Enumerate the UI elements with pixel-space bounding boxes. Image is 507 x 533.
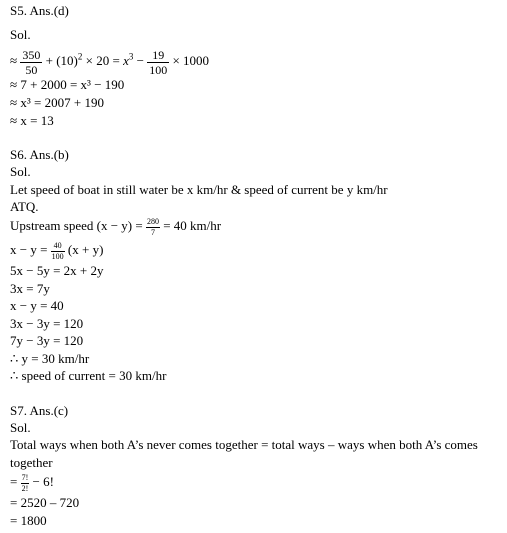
expr-text: = 40 km/hr xyxy=(159,218,222,233)
s6-heading: S6. Ans.(b) xyxy=(10,147,69,162)
s6-line-6: 3x = 7y xyxy=(10,281,50,296)
s7-sol: Sol. xyxy=(10,420,31,435)
s6-line-3 xyxy=(10,215,221,237)
s6-line-8: 3x − 3y = 120 xyxy=(10,316,84,331)
s5-line-2: ≈ 7 + 2000 = x³ − 190 xyxy=(10,77,125,92)
expr-text: x − y = xyxy=(10,242,51,257)
expr-text: − xyxy=(133,53,148,68)
s7-line-1: Total ways when both A’s never comes together = total ways – ways when both A’s comes xyxy=(10,437,478,452)
s5-line-3: ≈ x³ = 2007 + 190 xyxy=(10,95,104,110)
s6-line-4 xyxy=(10,239,103,261)
numerator: 7! xyxy=(21,472,29,482)
expr-text: (x + y) xyxy=(64,242,104,257)
s7-line-2: together xyxy=(10,455,53,470)
variable: x xyxy=(123,53,129,68)
expr-text: + (10) xyxy=(45,53,78,68)
numerator: 40 xyxy=(51,242,65,252)
fraction xyxy=(146,218,160,237)
fraction xyxy=(21,474,30,493)
s6-line-10: ∴ y = 30 km/hr xyxy=(10,351,90,366)
s6-line-2: ATQ. xyxy=(10,199,39,214)
expr-text: Upstream speed (x − y) = xyxy=(10,218,146,233)
denominator: 7 xyxy=(150,227,155,237)
denominator: 100 xyxy=(149,62,168,77)
fraction xyxy=(51,242,65,261)
s5-line-1 xyxy=(10,44,209,78)
s5-heading: S5. Ans.(d) xyxy=(10,3,69,18)
numerator: 280 xyxy=(146,216,159,226)
s6-line-9: 7y − 3y = 120 xyxy=(10,333,84,348)
fraction xyxy=(20,49,42,76)
denominator: 50 xyxy=(25,62,38,77)
s6-sol: Sol. xyxy=(10,164,31,179)
expr-text: = xyxy=(10,474,21,489)
denominator: 2! xyxy=(21,483,29,493)
s7-line-4: = 2520 – 720 xyxy=(10,495,80,510)
exponent: 2 xyxy=(77,51,83,62)
numerator: 19 xyxy=(147,49,169,63)
s6-line-1: Let speed of boat in still water be x km/hr & speed of current be y km/hr xyxy=(10,182,388,197)
s5-sol: Sol. xyxy=(10,27,31,42)
denominator: 100 xyxy=(51,251,64,261)
numerator: 350 xyxy=(22,47,41,62)
approx-sign: ≈ xyxy=(10,53,18,68)
expr-text: − 6! xyxy=(29,474,54,489)
s7-line-3 xyxy=(10,471,54,493)
s6-line-11: ∴ speed of current = 30 km/hr xyxy=(10,368,167,383)
s5-line-4: ≈ x = 13 xyxy=(10,113,54,128)
s6-line-7: x − y = 40 xyxy=(10,298,64,313)
exponent: 3 xyxy=(128,51,134,62)
s7-heading: S7. Ans.(c) xyxy=(10,403,69,418)
s6-line-5: 5x − 5y = 2x + 2y xyxy=(10,263,104,278)
fraction xyxy=(147,49,169,76)
expr-text: × 1000 xyxy=(172,53,210,68)
s7-line-5: = 1800 xyxy=(10,513,47,528)
expr-text: × 20 = xyxy=(82,53,124,68)
